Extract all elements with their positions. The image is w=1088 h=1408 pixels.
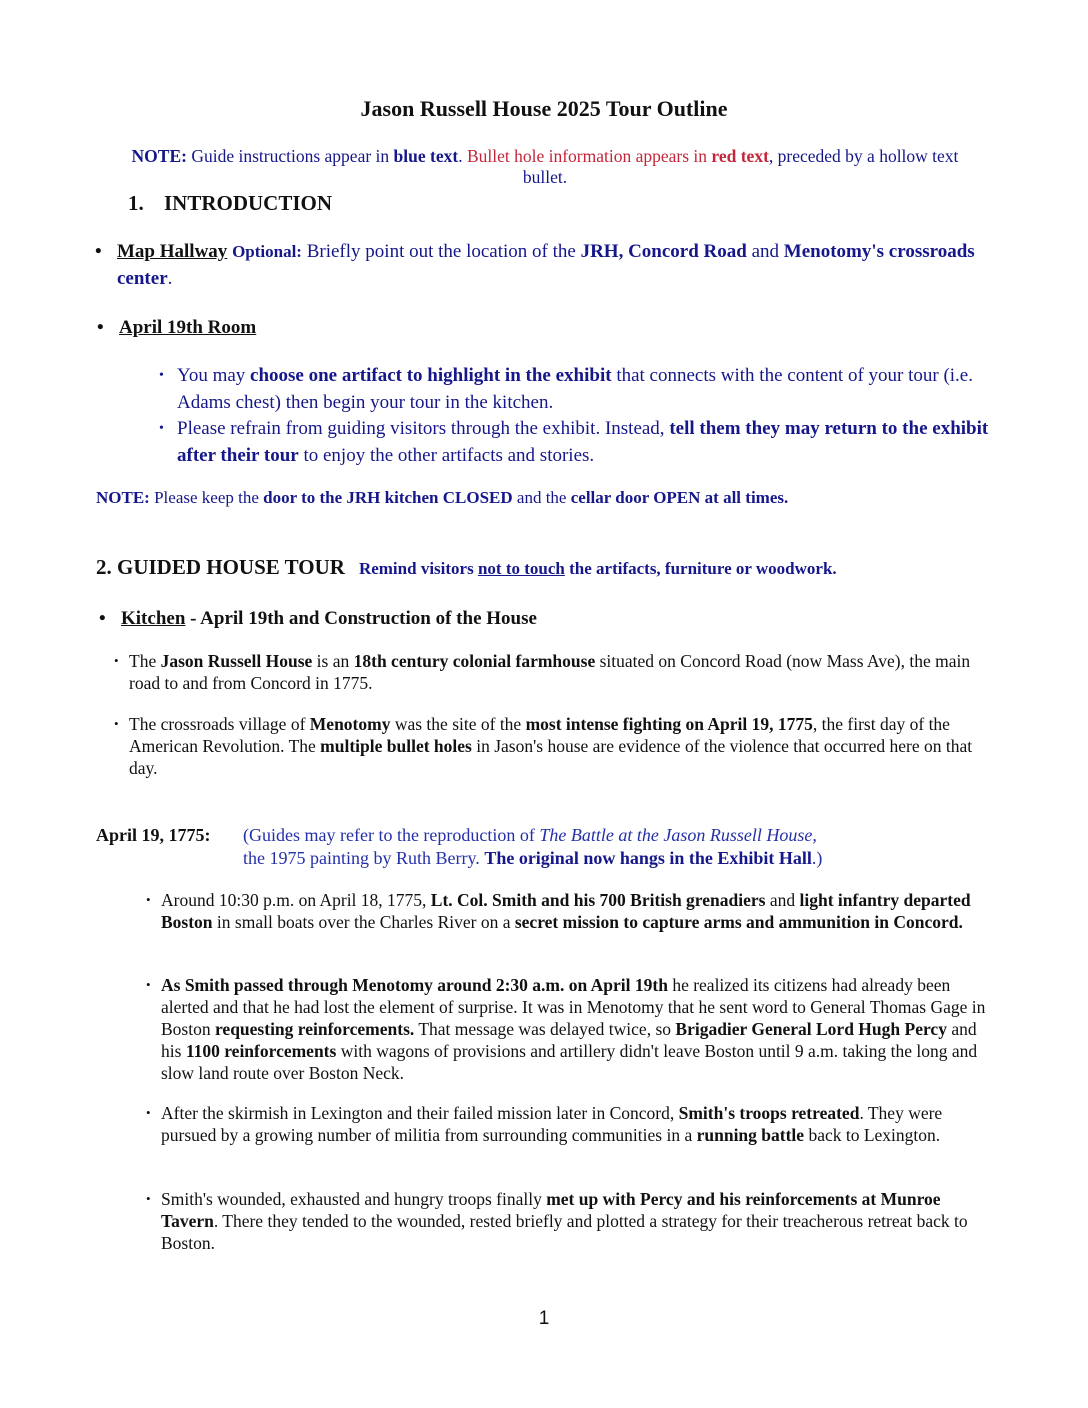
event-menotomy-passage: • As Smith passed through Menotomy around 2:30 a.m. on April 19th he realized its citizens had already been alerted and that he had lost the element of surprise. It was in Menotomy that he sent word to General Thomas Gage in Boston requesting reinforcements. That message was delayed twice, so Brigadier General Lord Hugh Percy and his 1100 reinforcements with wagons of provisions and artillery didn't leave Boston until 9 a.m. taking the long and slow land route over Boston Neck. [146, 975, 986, 1083]
color-legend-note: NOTE: Guide instructions appear in blue text. Bullet hole information appears in red text, preceded by a hollow text bullet. [131, 146, 959, 187]
bullet-icon: • [95, 241, 102, 262]
bullet-icon: • [146, 1105, 151, 1120]
bullet-icon: • [146, 977, 151, 992]
touch-reminder: Remind visitors not to touch the artifacts, furniture or woodwork. [358, 559, 837, 578]
page-number: 1 [538, 1308, 550, 1329]
bullet-icon: • [159, 421, 164, 436]
sub-item-refrain-guiding: • Please refrain from guiding visitors through the exhibit. Instead, tell them they may return to the exhibit after their tour to enjoy the other artifacts and stories. [177, 415, 997, 469]
bullet-icon: • [146, 1191, 151, 1206]
section-heading-guided-house-tour: 2. GUIDED HOUSE TOUR Remind visitors not to touch the artifacts, furniture or woodwork. [96, 555, 837, 579]
list-item-april-19th-room: • April 19th Room [119, 314, 256, 341]
event-munroe-tavern: • Smith's wounded, exhausted and hungry troops finally met up with Percy and his reinforcements at Munroe Tavern. There they tended to the wounded, rested briefly and plotted a strategy for their treacherous retreat back to Boston. [146, 1189, 968, 1253]
note-label: NOTE: [131, 146, 187, 166]
section-heading-introduction: 1. INTRODUCTION [128, 191, 333, 215]
bullet-icon: • [114, 653, 119, 668]
bullet-icon: • [146, 892, 151, 907]
list-item-kitchen: • Kitchen - April 19th and Construction of the House [121, 605, 537, 632]
page-title: Jason Russell House 2025 Tour Outline [360, 96, 728, 121]
bullet-icon: • [97, 317, 104, 338]
bullet-icon: • [99, 608, 106, 629]
door-note: NOTE: Please keep the door to the JRH kitchen CLOSED and the cellar door OPEN at all times. [96, 488, 789, 507]
list-item-map-hallway: • Map Hallway Optional: Briefly point out the location of the JRH, Concord Road and Menotomy's crossroads center. [117, 238, 997, 292]
kitchen-point-menotomy: • The crossroads village of Menotomy was the site of the most intense fighting on April 19, 1775, the first day of the American Revolution. The multiple bullet holes in Jason's house are evidence of the violence that occurred here on that day. [114, 714, 973, 778]
sub-item-choose-artifact: • You may choose one artifact to highlight in the exhibit that connects with the content of your tour (i.e. Adams chest) then begin your tour in the kitchen. [177, 362, 997, 416]
event-retreat: • After the skirmish in Lexington and their failed mission later in Concord, Smith's troops retreated. They were pursued by a growing number of militia from surrounding communities in a running battle back to Lexington. [146, 1103, 943, 1145]
april-19-heading: April 19, 1775: (Guides may refer to the reproduction of The Battle at the Jason Russell House, the 1975 painting by Ruth Berry. The original now hangs in the Exhibit Hall.) [96, 825, 823, 868]
bullet-icon: • [159, 368, 164, 383]
event-departure: • Around 10:30 p.m. on April 18, 1775, Lt. Col. Smith and his 700 British grenadiers and light infantry departed Boston in small boats over the Charles River on a secret mission to capture arms and ammunition in Concord. [146, 890, 971, 932]
kitchen-point-farmhouse: • The Jason Russell House is an 18th century colonial farmhouse situated on Concord Road (now Mass Ave), the main road to and from Concord in 1775. [114, 651, 971, 693]
bullet-icon: • [114, 716, 119, 731]
